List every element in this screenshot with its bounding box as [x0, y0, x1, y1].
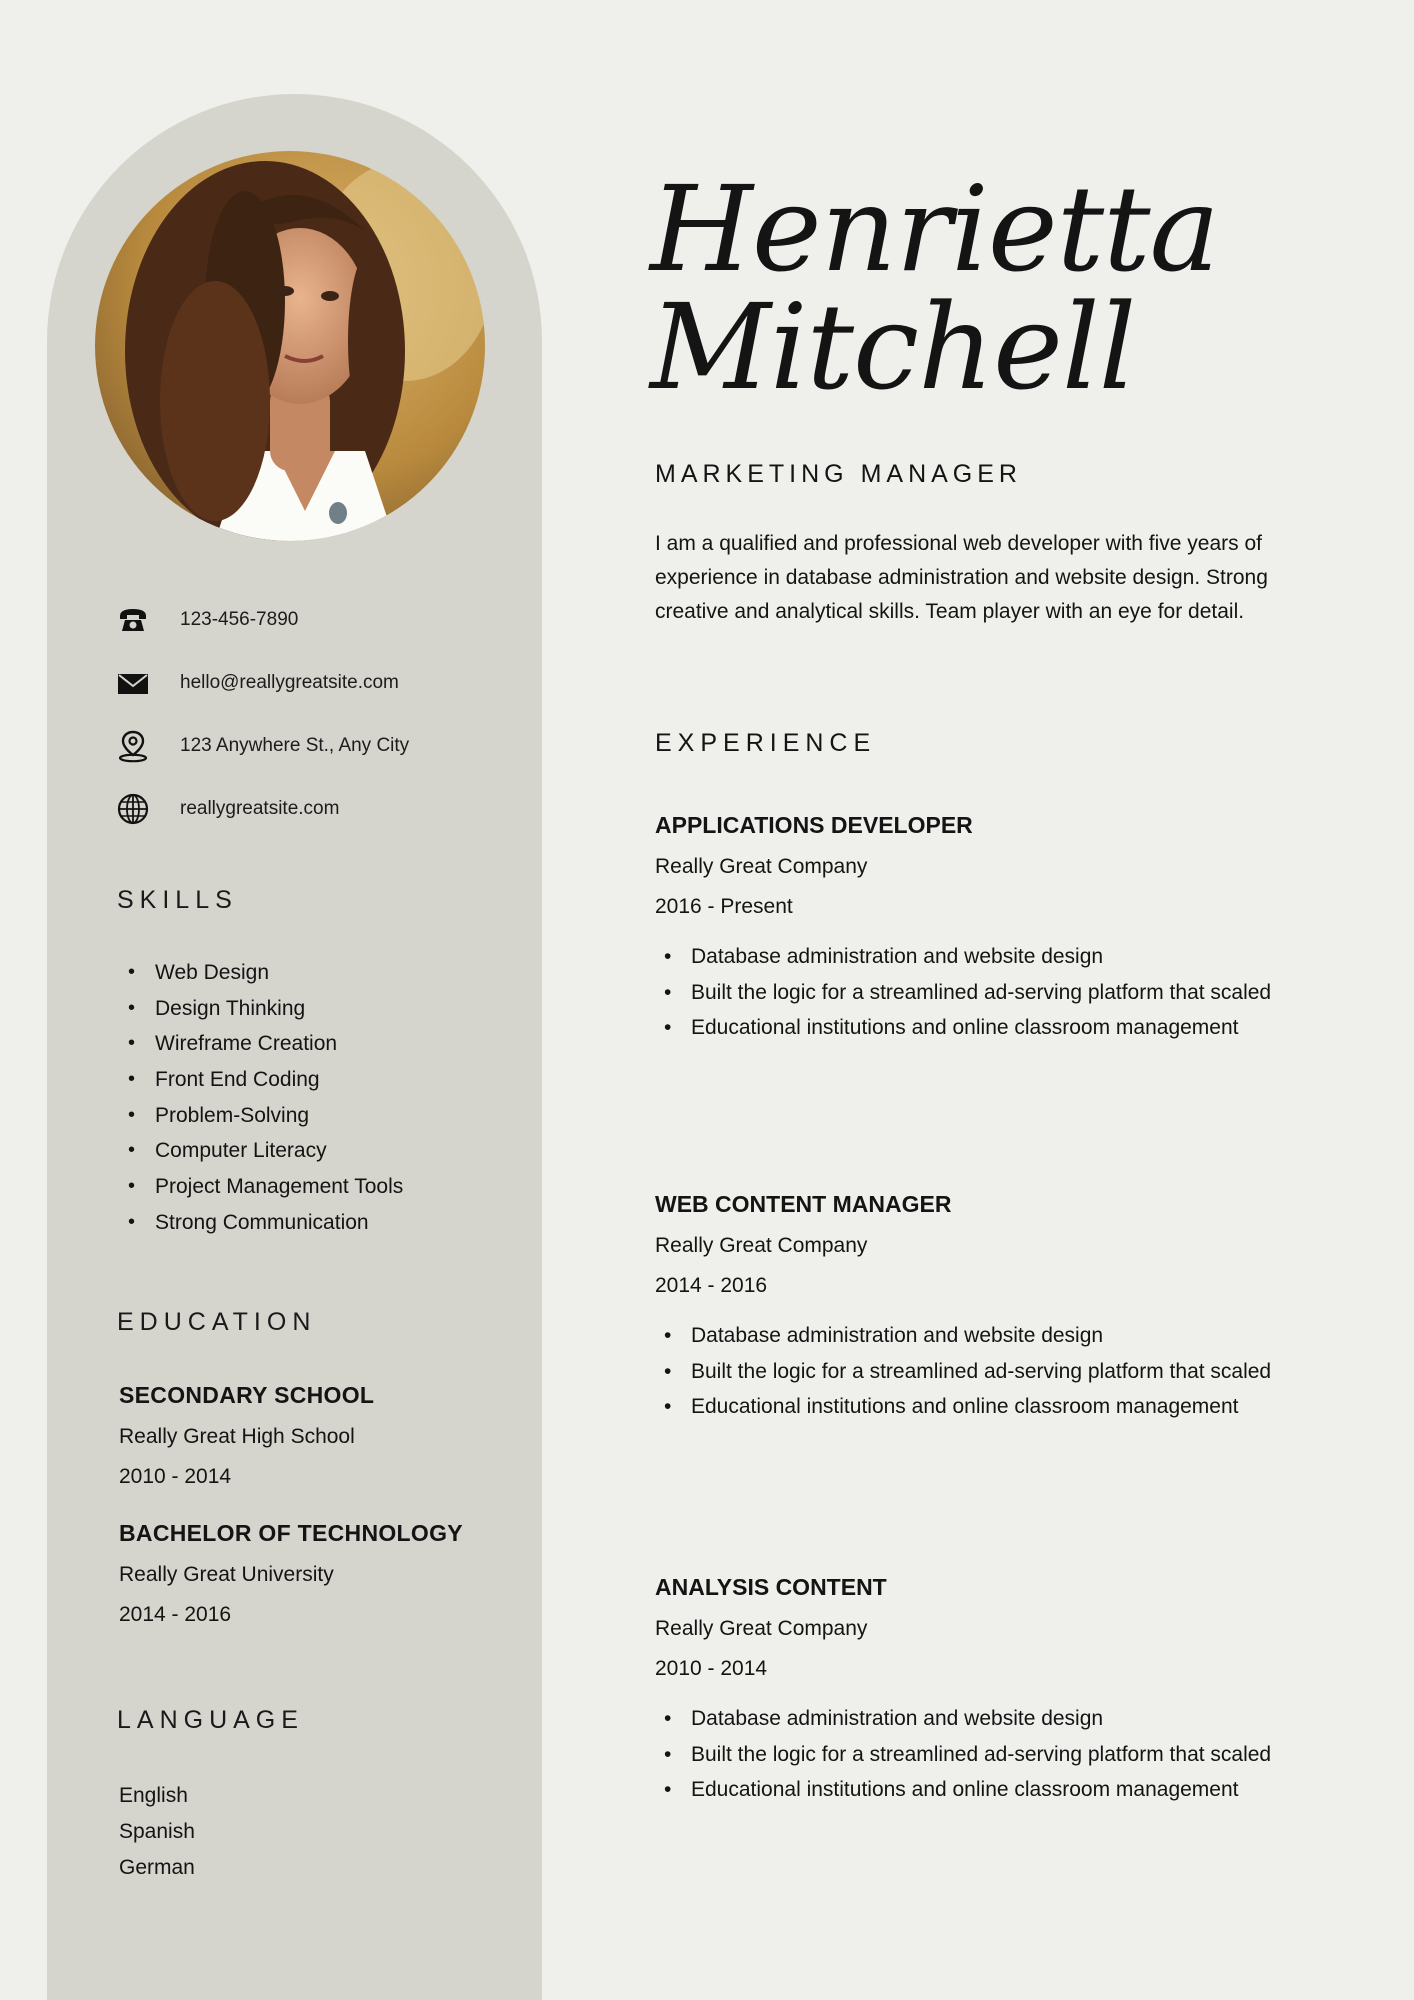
last-name: Mitchell: [650, 278, 1136, 416]
skill-item: • Strong Communication: [155, 1205, 403, 1241]
job-bullet: • Database administration and website design: [691, 1318, 1281, 1354]
first-name: Henrietta: [650, 160, 1219, 298]
education-years: 2014 - 2016: [119, 1603, 232, 1626]
job-bullet: • Built the logic for a streamlined ad-serving platform that scaled: [691, 1737, 1281, 1773]
skills-list: [124, 955, 403, 1241]
contact-phone: [115, 588, 515, 651]
language-item: English: [119, 1784, 188, 1807]
job-role: MARKETING MANAGER: [655, 460, 1022, 488]
education-degree: BACHELOR OF TECHNOLOGY: [119, 1520, 463, 1546]
education-entry: [119, 1520, 539, 1627]
skill-item: • Problem-Solving: [155, 1098, 403, 1134]
job-dates: 2010 - 2014: [655, 1657, 768, 1680]
experience-heading: EXPERIENCE: [655, 729, 877, 757]
globe-icon: [115, 791, 151, 827]
job-title: ANALYSIS CONTENT: [655, 1574, 887, 1600]
skill-item: • Computer Literacy: [155, 1133, 403, 1169]
job-company: Really Great Company: [655, 1234, 868, 1257]
job-dates: 2014 - 2016: [655, 1274, 768, 1297]
full-name: [650, 160, 1350, 416]
contact-email: [115, 651, 515, 714]
job-bullet: • Built the logic for a streamlined ad-serving platform that scaled: [691, 975, 1281, 1011]
language-list: [119, 1778, 195, 1886]
education-entry: [119, 1382, 539, 1489]
education-heading: EDUCATION: [117, 1308, 317, 1336]
job-bullet: • Educational institutions and online classroom management: [691, 1772, 1281, 1808]
job-bullets: [655, 1701, 1335, 1808]
education-school: Really Great High School: [119, 1425, 355, 1448]
skill-item: • Front End Coding: [155, 1062, 403, 1098]
contact-address: [115, 714, 515, 777]
job-company: Really Great Company: [655, 1617, 868, 1640]
profile-summary: I am a qualified and professional web developer with five years of experience in database administration and website design. Strong creative and analytical skills. Team player with an eye for detail.: [655, 532, 1268, 623]
language-heading: LANGUAGE: [117, 1706, 304, 1734]
language-item: Spanish: [119, 1820, 195, 1843]
job-dates: 2016 - Present: [655, 895, 793, 918]
education-school: Really Great University: [119, 1563, 334, 1586]
job-bullets: [655, 939, 1335, 1046]
contact-website: [115, 777, 515, 840]
job-bullet: • Educational institutions and online classroom management: [691, 1010, 1281, 1046]
language-item: German: [119, 1856, 195, 1879]
contact-phone-text[interactable]: 123-456-7890: [180, 608, 299, 630]
skills-heading: SKILLS: [117, 886, 238, 914]
skill-item: • Wireframe Creation: [155, 1026, 403, 1062]
job-title: WEB CONTENT MANAGER: [655, 1191, 952, 1217]
contact-website-text[interactable]: reallygreatsite.com: [180, 797, 340, 819]
job-bullet: • Built the logic for a streamlined ad-serving platform that scaled: [691, 1354, 1281, 1390]
education-degree: SECONDARY SCHOOL: [119, 1382, 375, 1408]
experience-entry: [655, 1574, 1335, 1808]
location-pin-icon: [115, 728, 151, 764]
skill-item: • Project Management Tools: [155, 1169, 403, 1205]
skill-item: • Web Design: [155, 955, 403, 991]
skill-item: • Design Thinking: [155, 991, 403, 1027]
education-years: 2010 - 2014: [119, 1465, 232, 1488]
phone-icon: [115, 602, 151, 638]
experience-entry: [655, 812, 1335, 1046]
contact-list: [115, 588, 515, 840]
contact-address-text: 123 Anywhere St., Any City: [180, 734, 410, 756]
job-bullet: • Database administration and website design: [691, 939, 1281, 975]
experience-entry: [655, 1191, 1335, 1425]
profile-photo: [95, 151, 485, 541]
job-bullet: • Educational institutions and online classroom management: [691, 1389, 1281, 1425]
job-bullets: [655, 1318, 1335, 1425]
job-bullet: • Database administration and website design: [691, 1701, 1281, 1737]
contact-email-text[interactable]: hello@reallygreatsite.com: [180, 671, 399, 693]
job-company: Really Great Company: [655, 855, 868, 878]
profile-photo-illustration: [95, 151, 485, 541]
mail-icon: [115, 665, 151, 701]
job-title: APPLICATIONS DEVELOPER: [655, 812, 973, 838]
